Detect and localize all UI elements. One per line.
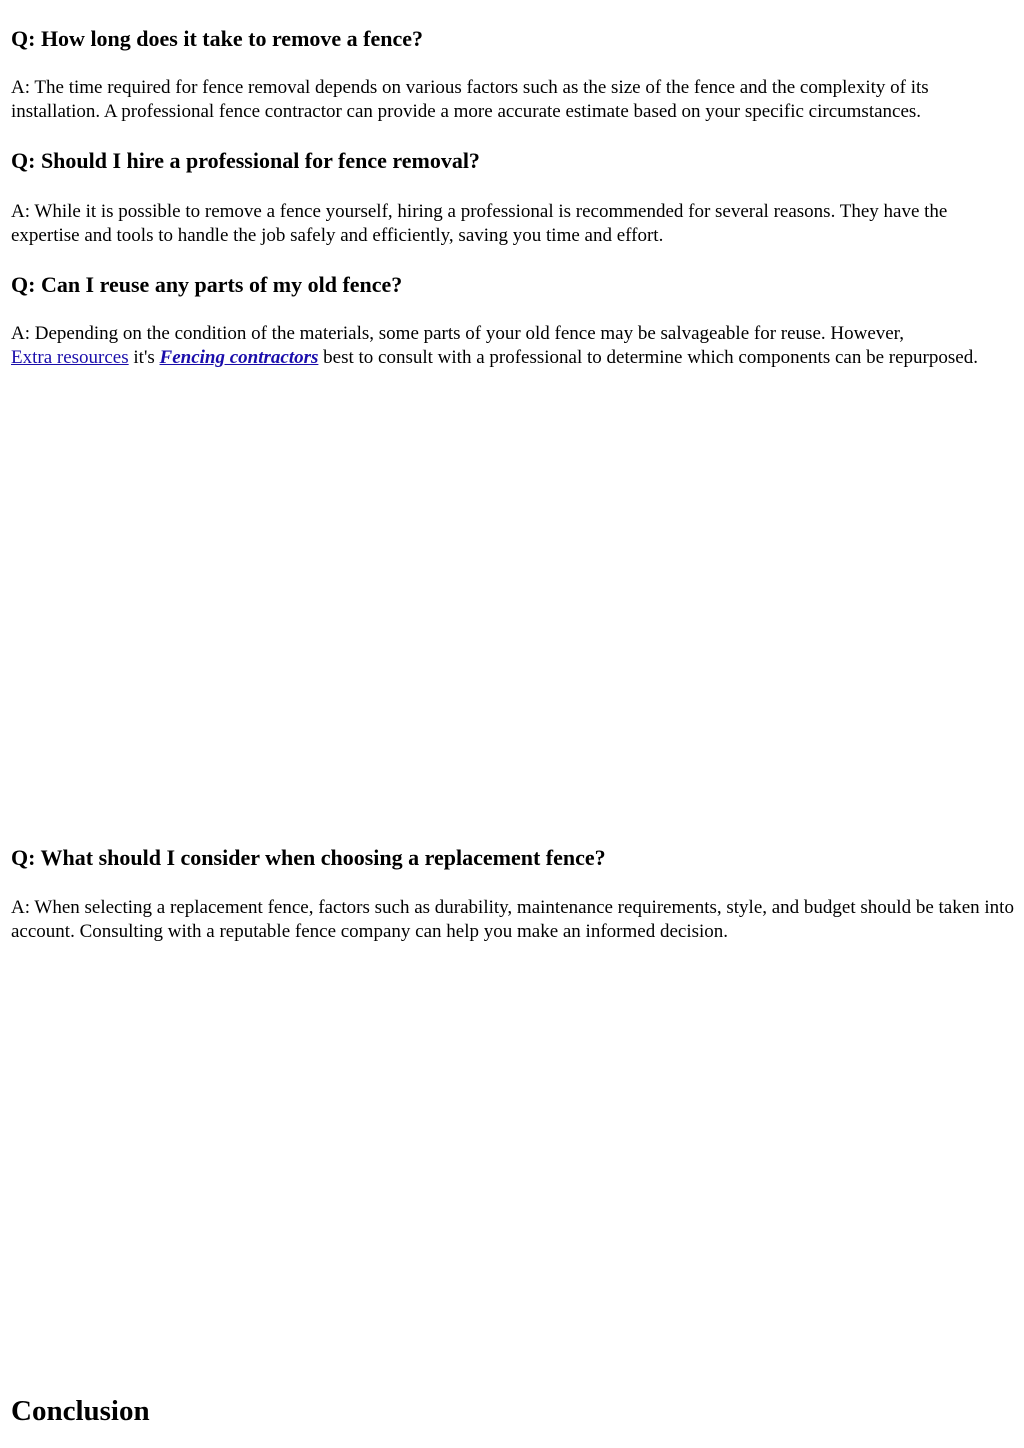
faq-question: Q: Can I reuse any parts of my old fence? <box>11 272 403 297</box>
faq-question: Q: How long does it take to remove a fence? <box>11 26 424 51</box>
conclusion-heading: Conclusion <box>11 1395 150 1427</box>
extra-resources-link[interactable]: Extra resources <box>11 346 129 368</box>
faq-answer: A: When selecting a replacement fence, factors such as durability, maintenance requirements, style, and budget should be taken into account. Consulting with a reputable fence company can help you make an informed decision. <box>11 897 1014 942</box>
faq-question: Q: Should I hire a professional for fence removal? <box>11 148 480 173</box>
answer-text: it's <box>133 346 155 368</box>
answer-text: best to consult with a professional to determine which components can be repurposed. <box>323 346 978 368</box>
faq-question: Q: What should I consider when choosing a replacement fence? <box>11 845 606 870</box>
fencing-contractors-link[interactable]: Fencing contractors <box>159 346 319 368</box>
answer-text: A: Depending on the condition of the materials, some parts of your old fence may be salvageable for reuse. However, <box>11 323 904 344</box>
faq-answer <box>11 322 1017 369</box>
faq-answer: A: The time required for fence removal depends on various factors such as the size of the fence and the complexity of its installation. A professional fence contractor can provide a more accurate estimate based on your specific circumstances. <box>11 77 929 122</box>
faq-answer: A: While it is possible to remove a fence yourself, hiring a professional is recommended for several reasons. They have the expertise and tools to handle the job safely and efficiently, saving you time and effort. <box>11 201 948 246</box>
